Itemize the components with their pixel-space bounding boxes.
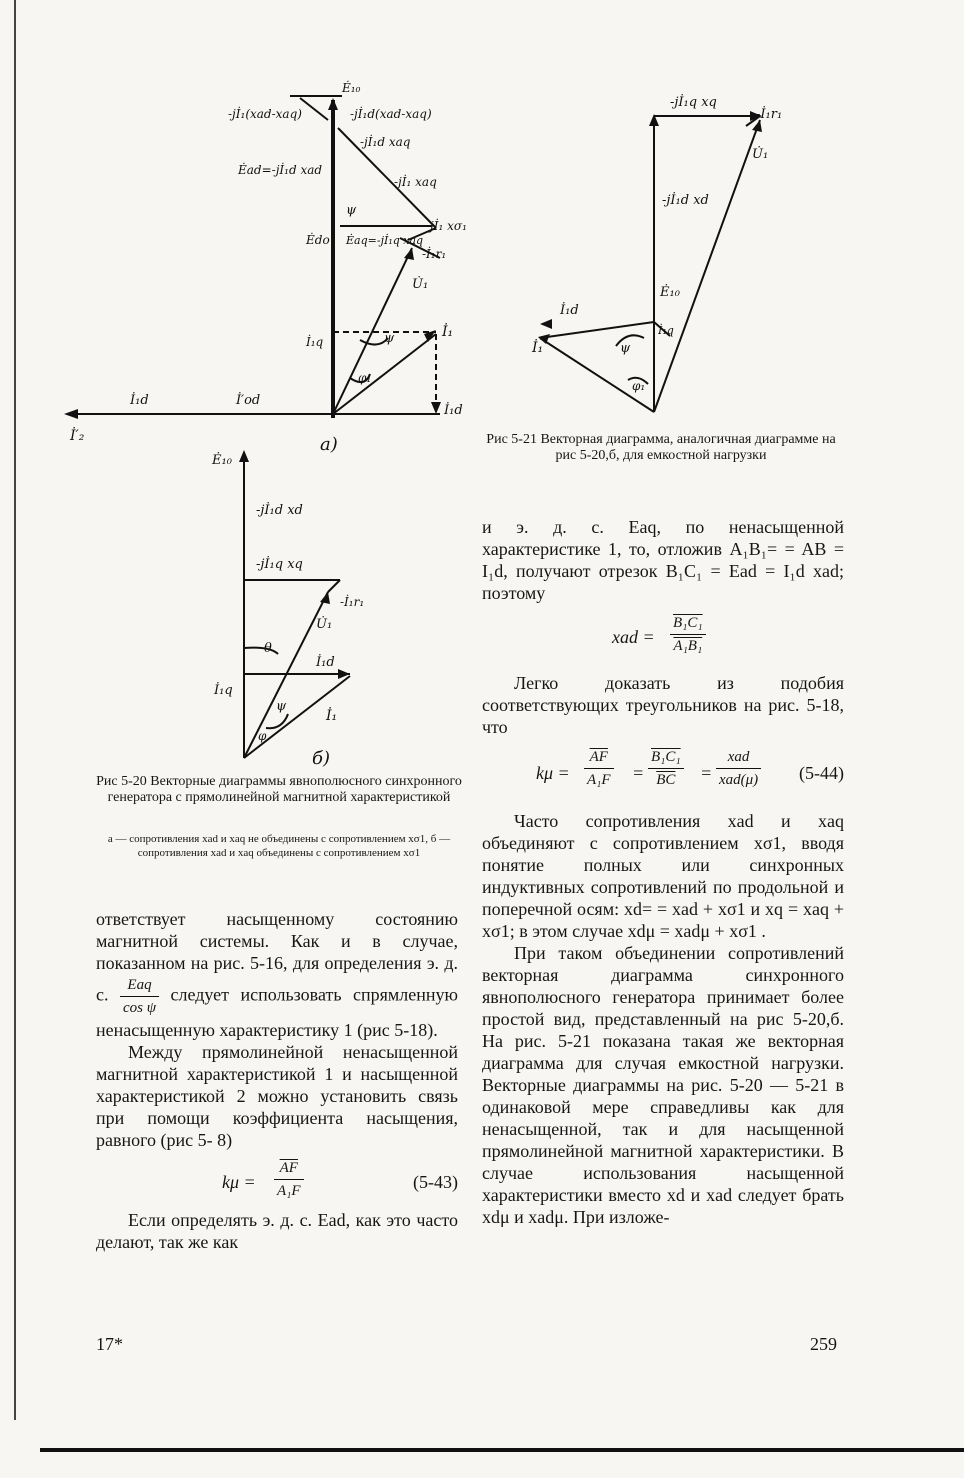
figure-5-20-note: а — сопротивления xad и xaq не объединены с сопротивлением xσ1, б — сопротивления xad и xaq объединены с сопротивлением xσ1 [107,833,451,859]
label-i1d-left: İ₁d [130,393,149,408]
equation-xad: xad = $\frac{\text{B₁C₁}}{\text{A₁B₁}}$ [482,610,844,666]
label-psi: ψ [346,203,357,218]
label-u1-21: U̇₁ [752,147,769,162]
signature-mark: 17* [96,1334,123,1354]
label-theta-b: θ [264,641,272,656]
label-ji1d-xd-21: -jİ₁d xd [662,193,709,208]
label-i1q-b: İ₁q [214,683,233,698]
figure-5-21-caption: Рис 5-21 Векторная диаграмма, аналогичная диаграмме на рис 5-20,б, для емкостной нагрузки [486,432,836,463]
label-i1d-21: İ₁d [560,303,579,318]
label-u1-b: U̇₁ [316,617,333,632]
label-ji1d-xaq: -jİ₁d xaq [360,135,411,149]
label-psi-21: ψ [620,341,631,356]
right-paragraph-2: Легко доказать из подобия соответствующих треугольников на рис. 5-18, что [482,673,844,737]
equation-5-43: kμ = $\frac{\overline{AF}}{\text{A₁F}}$ (5-43) [96,1155,458,1209]
label-i1r1-21: -İ₁r₁ [756,107,783,122]
label-psi-b: ψ [276,699,287,714]
subfigure-a: а) [320,434,338,455]
fraction-eaq-cospsi: $\frac{\text{Eaq}}{\text{cos ψ}}$ [120,974,159,1019]
label-i0d: İ′od [236,393,261,408]
label-i1-21: İ₁ [532,340,544,356]
label-ji1-xs: -jİ₁ xσ₁ [426,219,467,233]
page-number: 259 [810,1334,837,1354]
label-edo: Ėdo [306,233,330,247]
label-ji1d-xad-xaq: -jİ₁d(xad-xaq) [350,107,432,121]
label-ji1d-xd-b: -jİ₁d xd [256,503,303,518]
label-e10-21: Ė₁₀ [660,285,680,300]
label-e10: Ė₁₀ [342,81,361,95]
equation-number-5-43: (5-43) [413,1172,458,1192]
label-i1q-21: İ₁q [658,324,674,337]
label-ji1q-xq-b: -jİ₁q xq [256,557,303,572]
equation-5-44: kμ = $\frac{\overline{AF}}{\text{A₁F}}$ = $\frac{\text{B₁C₁}}{BC}$ = xad xad(μ) (5-44) [482,744,844,804]
label-ji1q-xq-21: -jİ₁q xq [670,95,717,110]
label-i1r1: -İ₁r₁ [422,247,447,261]
figure-5-20b [200,440,400,770]
scan-border-left [14,0,16,1420]
left-paragraph-2: Между прямолинейной ненасыщенной магнитной характеристикой 1 и насыщенной характеристикой 2 можно установить связь при помощи коэффициента насыщения, равного (рис 5- 8) [96,1042,458,1150]
equation-number-5-44: (5-44) [799,763,844,783]
right-paragraph-1: и э. д. с. Eaq, по ненасыщенной характеристике 1, то, отложив A₁B₁= = AB = I₁d, получают отрезок B₁C₁ = Ead = I₁d xad; поэтому [482,517,844,603]
label-ead: Ėad=-jİ₁d xad [238,163,323,177]
label-eaq: Ėaq=-jİ₁q xaq [346,234,424,247]
figure-5-20-caption: Рис 5-20 Векторные диаграммы явнополюсного синхронного генератора с прямолинейной магнитной характеристикой [96,774,462,805]
label-psi2: ψ [384,331,395,346]
figure-5-20a [60,78,480,458]
subfigure-b: б) [312,748,331,769]
figure-5-21 [520,82,820,422]
label-ji1-xad-xaq: -jİ₁(xad-xaq) [228,107,302,121]
label-u1: U̇₁ [412,277,429,292]
left-paragraph-3: Если определять э. д. с. Ead, как это часто делают, так же как [96,1210,458,1252]
left-column [96,908,458,1253]
scan-border-bottom [40,1448,964,1452]
label-ji1-xaq: -jİ₁ xaq [394,175,437,189]
label-i1: İ₁ [442,324,454,340]
label-phi1-21: φ₁ [632,379,646,393]
label-phi1: φ₁ [358,371,372,385]
label-i1d-b: İ₁d [316,655,335,670]
left-paragraph-1a: ответствует насыщенному состоянию магнитной системы. Как и в случае, показанном на рис. 5-16, для определения э. д. с. [96,909,458,1005]
right-paragraph-4: При таком объединении сопротивлений векторная диаграмма синхронного явнополюсного генератора принимает более простой вид, представленный на рис 5-20,б. На рис. 5-21 показана такая же векторная диаграмма для случая емкостной нагрузки. Векторные диаграммы на рис. 5-20 — 5-21 в одинаковой мере справедливы как для ненасыщенной, так и для насыщенной прямолинейной магнитной характеристики. В случае использования насыщенной характеристики вместо xd и xad следует брать xdμ и xadμ. При изложе- [482,943,844,1227]
label-i1r1-b: -İ₁r₁ [340,595,365,609]
left-paragraph-1b: следует использовать спрямленную ненасыщенную характеристику 1 (рис 5-18). [96,984,458,1040]
label-i1-b: İ₁ [326,708,338,724]
right-paragraph-3: Часто сопротивления xad и xaq объединяют с сопротивлением xσ1, вводя понятие полных или синхронных индуктивных сопротивлений по продольной и поперечной осям: xd= = xad + xσ1 и xq = xaq + xσ1; в этом случае xdμ = xadμ + xσ1 . [482,811,844,941]
right-column [482,516,844,1228]
label-i1q: İ₁q [306,335,324,349]
label-phi-b: φ [258,729,267,743]
label-i1d-right: İ₁d [444,403,463,418]
label-i2: İ′₂ [70,428,85,444]
label-e10-b: Ė₁₀ [212,453,232,468]
